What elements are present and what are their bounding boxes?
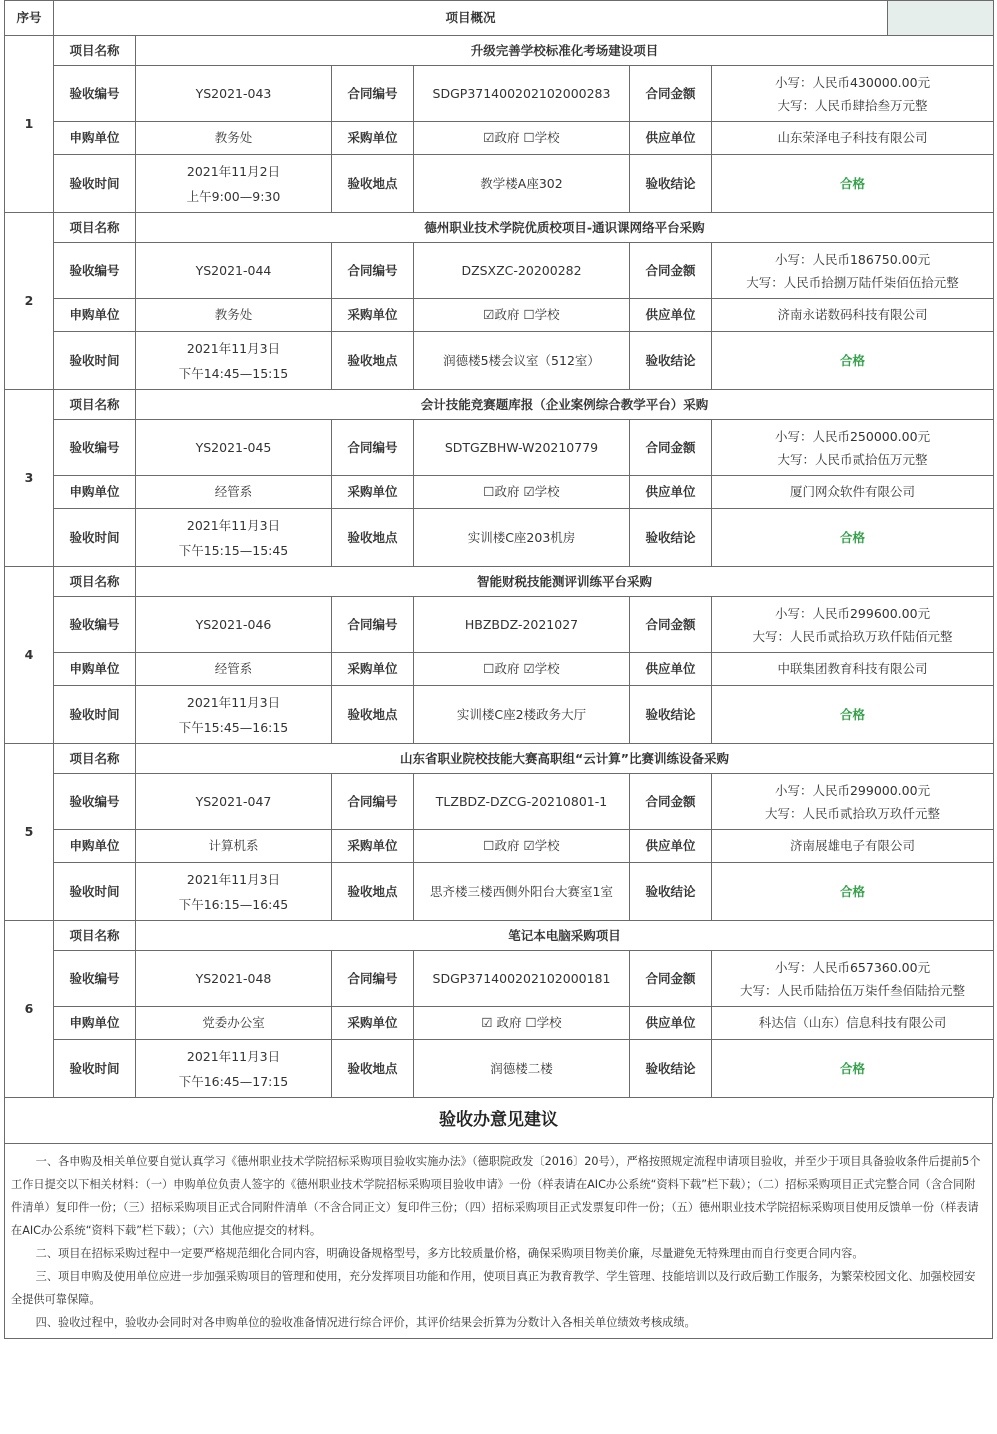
acceptance-no-value: YS2021-048 [136,951,332,1007]
table-header-row [5,1,994,36]
label-acceptance-place: 验收地点 [332,686,414,744]
acceptance-result-value: 合格 [712,686,994,744]
amount-small: 小写：人民币657360.00元 [774,959,931,975]
label-acceptance-place: 验收地点 [332,509,414,567]
label-acceptance-no: 验收编号 [54,951,136,1007]
opinion-paragraph-2: 二、项目在招标采购过程中一定要严格规范细化合同内容，明确设备规格型号，多方比较质量价格，确保采购项目物美价廉，尽量避免无特殊理由而自行变更合同内容。 [35,1247,864,1260]
contract-amount-value [712,951,994,1007]
acceptance-document [4,0,993,1339]
label-contract-amount: 合同金额 [630,420,712,476]
acceptance-date: 2021年11月3日 [186,871,281,887]
project-unit-row [5,830,994,863]
label-applicant-unit: 申购单位 [54,653,136,686]
amount-small: 小写：人民币430000.00元 [774,74,931,90]
label-project-name: 项目名称 [54,36,136,66]
acceptance-place-value: 实训楼C座2楼政务大厅 [414,686,630,744]
acceptance-period: 下午14:45—15:15 [178,365,289,381]
acceptance-date: 2021年11月3日 [186,340,281,356]
supplier-value: 中联集团教育科技有限公司 [712,653,994,686]
contract-no-value: SDGP371400202102000181 [414,951,630,1007]
project-number-row [5,597,994,653]
contract-amount-value [712,774,994,830]
projects-table [4,0,994,1098]
label-applicant-unit: 申购单位 [54,299,136,332]
project-name-row [5,36,994,66]
header-overview: 项目概况 [54,1,888,36]
label-purchase-unit: 采购单位 [332,830,414,863]
label-purchase-unit: 采购单位 [332,1007,414,1040]
acceptance-place-value: 思齐楼三楼西侧外阳台大赛室1室 [414,863,630,921]
amount-small: 小写：人民币250000.00元 [774,428,931,444]
amount-big: 大写：人民币贰拾玖万玖仟陆佰元整 [752,628,953,644]
acceptance-date: 2021年11月3日 [186,517,281,533]
acceptance-period: 下午16:15—16:45 [178,896,289,912]
opinion-paragraph-4: 四、验收过程中，验收办会同时对各申购单位的验收准备情况进行综合评价，其评价结果会折算为分数计入各相关单位绩效考核成绩。 [35,1316,696,1329]
label-acceptance-place: 验收地点 [332,1040,414,1098]
label-project-name: 项目名称 [54,744,136,774]
project-unit-row [5,122,994,155]
acceptance-result-value: 合格 [712,1040,994,1098]
label-contract-amount: 合同金额 [630,951,712,1007]
purchase-unit-checkboxes: ☐政府 ☑学校 [414,653,630,686]
acceptance-date: 2021年11月3日 [186,1048,281,1064]
label-acceptance-place: 验收地点 [332,332,414,390]
project-time-row [5,863,994,921]
acceptance-time-value [136,509,332,567]
acceptance-period: 下午15:45—16:15 [178,719,289,735]
acceptance-result-value: 合格 [712,509,994,567]
label-acceptance-no: 验收编号 [54,66,136,122]
amount-big: 大写：人民币陆拾伍万柒仟叁佰陆拾元整 [740,982,966,998]
label-purchase-unit: 采购单位 [332,476,414,509]
label-supplier: 供应单位 [630,653,712,686]
label-project-name: 项目名称 [54,567,136,597]
amount-big: 大写：人民币拾捌万陆仟柒佰伍拾元整 [746,274,959,290]
project-time-row [5,1040,994,1098]
label-acceptance-time: 验收时间 [54,155,136,213]
label-contract-no: 合同编号 [332,597,414,653]
acceptance-time-value [136,863,332,921]
project-name-row [5,744,994,774]
acceptance-place-value: 实训楼C座203机房 [414,509,630,567]
acceptance-time-value [136,686,332,744]
label-acceptance-place: 验收地点 [332,155,414,213]
acceptance-result-value: 合格 [712,332,994,390]
project-number-row [5,420,994,476]
purchase-unit-checkboxes: ☑ 政府 ☐学校 [414,1007,630,1040]
label-contract-no: 合同编号 [332,774,414,830]
acceptance-no-value: YS2021-044 [136,243,332,299]
label-purchase-unit: 采购单位 [332,299,414,332]
contract-amount-value [712,597,994,653]
project-number-row [5,243,994,299]
project-name-row [5,213,994,243]
label-acceptance-no: 验收编号 [54,243,136,299]
project-number-row [5,951,994,1007]
label-acceptance-time: 验收时间 [54,332,136,390]
purchase-unit-checkboxes: ☐政府 ☑学校 [414,830,630,863]
acceptance-place-value: 教学楼A座302 [414,155,630,213]
project-name-row [5,567,994,597]
contract-amount-value [712,420,994,476]
project-time-row [5,686,994,744]
project-name-value: 会计技能竞赛题库报（企业案例综合教学平台）采购 [136,390,994,420]
opinion-section [4,1098,993,1339]
applicant-unit-value: 计算机系 [136,830,332,863]
label-applicant-unit: 申购单位 [54,476,136,509]
project-name-value: 德州职业技术学院优质校项目-通识课网络平台采购 [136,213,994,243]
amount-big: 大写：人民币肆拾叁万元整 [777,97,928,113]
project-seq: 6 [5,921,54,1098]
label-applicant-unit: 申购单位 [54,1007,136,1040]
amount-big: 大写：人民币贰拾玖万玖仟元整 [765,805,941,821]
project-number-row [5,66,994,122]
project-name-row [5,390,994,420]
contract-amount-value [712,243,994,299]
label-contract-no: 合同编号 [332,66,414,122]
acceptance-period: 上午9:00—9:30 [186,188,281,204]
project-unit-row [5,476,994,509]
applicant-unit-value: 经管系 [136,653,332,686]
acceptance-no-value: YS2021-047 [136,774,332,830]
label-supplier: 供应单位 [630,1007,712,1040]
acceptance-no-value: YS2021-043 [136,66,332,122]
label-purchase-unit: 采购单位 [332,122,414,155]
label-contract-amount: 合同金额 [630,66,712,122]
contract-no-value: SDTGZBHW-W20210779 [414,420,630,476]
label-acceptance-time: 验收时间 [54,863,136,921]
amount-big: 大写：人民币贰拾伍万元整 [777,451,928,467]
purchase-unit-checkboxes: ☑政府 ☐学校 [414,299,630,332]
applicant-unit-value: 党委办公室 [136,1007,332,1040]
project-seq: 4 [5,567,54,744]
opinion-title: 验收办意见建议 [5,1098,992,1144]
contract-no-value: DZSXZC-20200282 [414,243,630,299]
project-number-row [5,774,994,830]
amount-small: 小写：人民币299000.00元 [774,782,931,798]
project-name-value: 智能财税技能测评训练平台采购 [136,567,994,597]
label-acceptance-result: 验收结论 [630,509,712,567]
label-acceptance-result: 验收结论 [630,686,712,744]
acceptance-time-value [136,155,332,213]
label-acceptance-place: 验收地点 [332,863,414,921]
contract-amount-value [712,66,994,122]
project-name-row [5,921,994,951]
project-seq: 3 [5,390,54,567]
project-seq: 2 [5,213,54,390]
project-name-value: 山东省职业院校技能大赛高职组“云计算”比赛训练设备采购 [136,744,994,774]
label-supplier: 供应单位 [630,476,712,509]
contract-no-value: HBZBDZ-2021027 [414,597,630,653]
acceptance-date: 2021年11月3日 [186,694,281,710]
label-acceptance-time: 验收时间 [54,686,136,744]
acceptance-place-value: 润德楼二楼 [414,1040,630,1098]
label-project-name: 项目名称 [54,921,136,951]
label-contract-amount: 合同金额 [630,774,712,830]
label-supplier: 供应单位 [630,830,712,863]
label-contract-no: 合同编号 [332,243,414,299]
project-seq: 5 [5,744,54,921]
supplier-value: 济南展雄电子有限公司 [712,830,994,863]
supplier-value: 山东荣泽电子科技有限公司 [712,122,994,155]
applicant-unit-value: 教务处 [136,299,332,332]
label-acceptance-result: 验收结论 [630,1040,712,1098]
label-supplier: 供应单位 [630,122,712,155]
acceptance-date: 2021年11月2日 [186,163,281,179]
acceptance-no-value: YS2021-045 [136,420,332,476]
supplier-value: 科达信（山东）信息科技有限公司 [712,1007,994,1040]
label-project-name: 项目名称 [54,390,136,420]
label-acceptance-time: 验收时间 [54,509,136,567]
acceptance-time-value [136,1040,332,1098]
header-shade-cell [888,1,994,36]
label-applicant-unit: 申购单位 [54,122,136,155]
label-acceptance-no: 验收编号 [54,774,136,830]
label-purchase-unit: 采购单位 [332,653,414,686]
project-unit-row [5,653,994,686]
label-contract-no: 合同编号 [332,951,414,1007]
label-acceptance-result: 验收结论 [630,863,712,921]
acceptance-period: 下午16:45—17:15 [178,1073,289,1089]
acceptance-place-value: 润德楼5楼会议室（512室） [414,332,630,390]
project-unit-row [5,1007,994,1040]
project-time-row [5,509,994,567]
supplier-value: 济南永诺数码科技有限公司 [712,299,994,332]
applicant-unit-value: 教务处 [136,122,332,155]
label-acceptance-time: 验收时间 [54,1040,136,1098]
opinion-paragraph-1: 一、各申购及相关单位要自觉认真学习《德州职业技术学院招标采购项目验收实施办法》（德职院政发〔2016〕20号），严格按照规定流程申请项目验收，并至少于项目具备验收条件后提前5个工作日提交以下相关材料：（一）申购单位负责人签字的《德州职业技术学院招标采购项目验收申请》一份（样表请在AIC办公系统“资料下载”栏下载）；（二）招标采购项目正式完整合同（含合同附件清单）复印件一份；（三）招标采购项目正式合同附件清单（不含合同正文）复印件三份；（四）招标采购项目正式发票复印件一份；（五）德州职业技术学院招标采购项目使用反馈单一份（样表请在AIC办公系统“资料下载”栏下载）；（六）其他应提交的材料。 [11,1155,981,1237]
label-acceptance-no: 验收编号 [54,420,136,476]
contract-no-value: SDGP371400202102000283 [414,66,630,122]
label-applicant-unit: 申购单位 [54,830,136,863]
project-seq: 1 [5,36,54,213]
label-supplier: 供应单位 [630,299,712,332]
acceptance-no-value: YS2021-046 [136,597,332,653]
purchase-unit-checkboxes: ☐政府 ☑学校 [414,476,630,509]
label-acceptance-no: 验收编号 [54,597,136,653]
project-time-row [5,332,994,390]
contract-no-value: TLZBDZ-DZCG-20210801-1 [414,774,630,830]
project-name-value: 笔记本电脑采购项目 [136,921,994,951]
label-project-name: 项目名称 [54,213,136,243]
acceptance-result-value: 合格 [712,155,994,213]
header-seq: 序号 [5,1,54,36]
amount-small: 小写：人民币186750.00元 [774,251,931,267]
project-unit-row [5,299,994,332]
project-name-value: 升级完善学校标准化考场建设项目 [136,36,994,66]
opinion-paragraph-3: 三、项目申购及使用单位应进一步加强采购项目的管理和使用，充分发挥项目功能和作用，使项目真正为教育教学、学生管理、技能培训以及行政后勤工作服务，为繁荣校园文化、加强校园安全提供可靠保障。 [11,1270,976,1306]
opinion-body [5,1144,992,1338]
project-time-row [5,155,994,213]
label-contract-amount: 合同金额 [630,597,712,653]
acceptance-result-value: 合格 [712,863,994,921]
acceptance-time-value [136,332,332,390]
label-contract-no: 合同编号 [332,420,414,476]
label-acceptance-result: 验收结论 [630,332,712,390]
amount-small: 小写：人民币299600.00元 [774,605,931,621]
acceptance-period: 下午15:15—15:45 [178,542,289,558]
label-contract-amount: 合同金额 [630,243,712,299]
supplier-value: 厦门网众软件有限公司 [712,476,994,509]
applicant-unit-value: 经管系 [136,476,332,509]
purchase-unit-checkboxes: ☑政府 ☐学校 [414,122,630,155]
label-acceptance-result: 验收结论 [630,155,712,213]
